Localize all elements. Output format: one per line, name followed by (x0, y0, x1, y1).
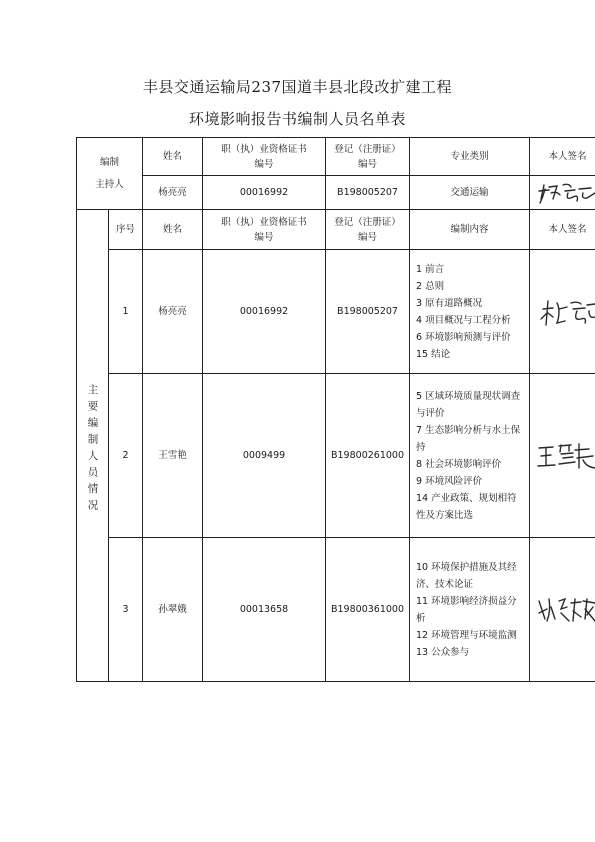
host-name-header: 姓名 (143, 138, 203, 176)
staff-reg: B19800361000 (326, 538, 410, 682)
content-item: 8 社会环境影响评价 (416, 458, 502, 470)
host-major-header: 专业类别 (410, 138, 530, 176)
host-label: 编制 主持人 (95, 156, 124, 190)
host-label-cell (77, 138, 143, 210)
staff-row (77, 250, 595, 374)
host-cert-header: 职（执）业资格证书编号 (203, 138, 326, 176)
staff-signature (530, 538, 595, 682)
content-item: 1 前言 (416, 263, 445, 275)
handwritten-signature-icon (537, 295, 595, 329)
content-item: 15 结论 (416, 348, 451, 360)
staff-seq: 1 (109, 250, 143, 374)
staff-content-header: 编制内容 (410, 210, 530, 250)
document-subtitle: 环境影响报告书编制人员名单表 (188, 110, 406, 128)
staff-content (410, 538, 530, 682)
staff-cert-header: 职（执）业资格证书编号 (203, 210, 326, 250)
staff-name: 孙翠娥 (143, 538, 203, 682)
staff-cert: 00016992 (203, 250, 326, 374)
staff-signature (530, 250, 595, 374)
content-item: 2 总则 (416, 280, 445, 292)
staff-cert: 00013658 (203, 538, 326, 682)
staff-table (76, 137, 595, 682)
content-item: 6 环境影响预测与评价 (416, 331, 511, 343)
content-item: 4 项目概况与工程分析 (416, 314, 511, 326)
host-signature-header: 本人签名 (530, 138, 595, 176)
staff-header-row (77, 210, 595, 250)
staff-name-header: 姓名 (143, 210, 203, 250)
handwritten-signature-icon (535, 593, 595, 627)
staff-seq: 2 (109, 374, 143, 538)
content-item: 12 环境管理与环境监测 (416, 629, 517, 641)
staff-section-label-text: 主要编制人员情况 (86, 383, 99, 516)
staff-reg-header: 登记（注册证）编号 (326, 210, 410, 250)
document-title: 丰县交通运输局237国道丰县北段改扩建工程 (142, 78, 453, 96)
content-item: 10 环境保护措施及其经济、技术论证 (416, 561, 517, 590)
staff-seq: 3 (109, 538, 143, 682)
host-cert: 00016992 (203, 176, 326, 210)
content-item: 3 原有道路概况 (416, 297, 483, 309)
content-item: 11 环境影响经济损益分析 (416, 595, 517, 624)
host-header-row (77, 138, 595, 176)
handwritten-signature-icon (535, 438, 595, 474)
staff-cert: 0009499 (203, 374, 326, 538)
staff-reg: B198005207 (326, 250, 410, 374)
handwritten-signature-icon (535, 179, 595, 207)
staff-left-margin (77, 210, 109, 682)
staff-content (410, 250, 530, 374)
content-item: 5 区域环境质量现状调查与评价 (416, 390, 521, 419)
staff-seq-header: 序号 (109, 210, 143, 250)
content-item: 9 环境风险评价 (416, 475, 483, 487)
content-item: 7 生态影响分析与水土保持 (416, 424, 521, 453)
content-item: 14 产业政策、规划相符性及方案比选 (416, 492, 517, 521)
staff-signature-header: 本人签名 (530, 210, 595, 250)
staff-name: 王雪艳 (143, 374, 203, 538)
host-reg-header: 登记（注册证）编号 (326, 138, 410, 176)
content-item: 13 公众参与 (416, 646, 470, 658)
host-reg: B198005207 (326, 176, 410, 210)
staff-reg: B19800261000 (326, 374, 410, 538)
staff-content (410, 374, 530, 538)
staff-signature (530, 374, 595, 538)
staff-row (77, 374, 595, 538)
host-data-row (77, 176, 595, 210)
staff-name: 杨亮亮 (143, 250, 203, 374)
host-signature (530, 176, 595, 210)
staff-row (77, 538, 595, 682)
host-name: 杨亮亮 (143, 176, 203, 210)
host-major: 交通运输 (410, 176, 530, 210)
